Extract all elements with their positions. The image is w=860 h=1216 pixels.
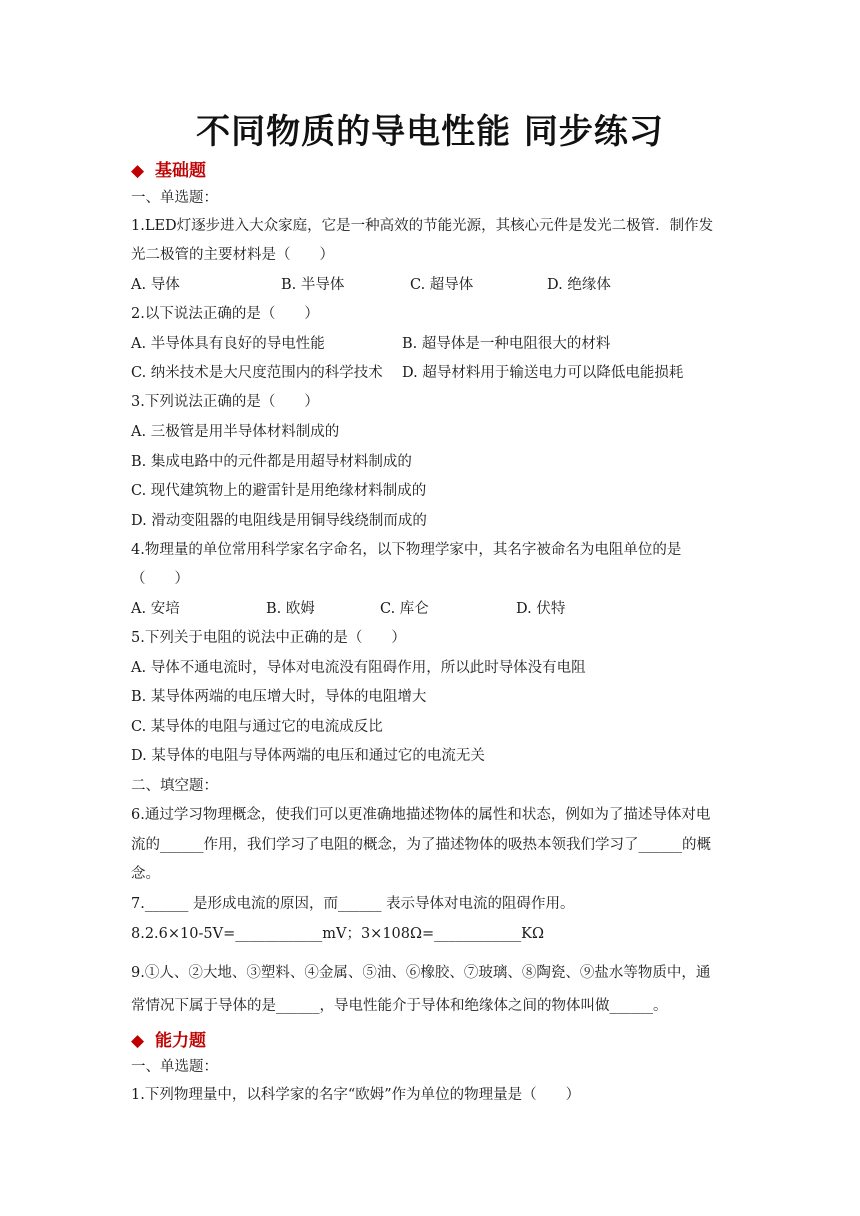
question-3-option-b: B. 集成电路中的元件都是用超导材料制成的 bbox=[131, 454, 412, 470]
single-choice-label: 一、单选题： bbox=[131, 190, 218, 206]
question-2-option-a: A. 半导体具有良好的导电性能 bbox=[131, 336, 325, 352]
ability-question-1-stem: 1.下列物理量中，以科学家的名字“欧姆”作为单位的物理量是（ ） bbox=[131, 1087, 581, 1103]
question-2-stem: 2.以下说法正确的是（ ） bbox=[131, 306, 319, 322]
question-4-option-d: D. 伏特 bbox=[516, 601, 566, 617]
diamond-icon: ◆ bbox=[131, 1031, 145, 1051]
page-title: 不同物质的导电性能 同步练习 bbox=[196, 112, 664, 152]
question-2-option-d: D. 超导材料用于输送电力可以降低电能损耗 bbox=[402, 365, 684, 381]
question-8: 8.2.6×10-5V=____________mV；3×108Ω=____________KΩ bbox=[131, 926, 545, 942]
question-1-option-c: C. 超导体 bbox=[410, 277, 474, 293]
question-5-option-d: D. 某导体的电阻与导体两端的电压和通过它的电流无关 bbox=[131, 748, 485, 764]
section-heading-ability bbox=[131, 1026, 206, 1051]
question-4-option-a: A. 安培 bbox=[131, 601, 180, 617]
fill-in-label: 二、填空题： bbox=[131, 778, 218, 794]
question-5-option-a: A. 导体不通电流时，导体对电流没有阻碍作用，所以此时导体没有电阻 bbox=[131, 660, 586, 676]
section-heading-label: 基础题 bbox=[155, 161, 206, 181]
question-5-stem: 5.下列关于电阻的说法中正确的是（ ） bbox=[131, 630, 406, 646]
section-heading-basic bbox=[131, 156, 206, 181]
question-1-stem: 1.LED灯逐步进入大众家庭，它是一种高效的节能光源，其核心元件是发光二极管．制作发 bbox=[131, 218, 714, 234]
question-3-stem: 3.下列说法正确的是（ ） bbox=[131, 394, 319, 410]
diamond-icon: ◆ bbox=[131, 161, 145, 181]
question-5-option-c: C. 某导体的电阻与通过它的电流成反比 bbox=[131, 719, 383, 735]
question-1-option-a: A. 导体 bbox=[131, 277, 180, 293]
question-4-stem: 4.物理量的单位常用科学家名字命名，以下物理学家中，其名字被命名为电阻单位的是 bbox=[131, 542, 682, 558]
question-6-line-2: 流的______作用，我们学习了电阻的概念，为了描述物体的吸热本领我们学习了______的概 bbox=[131, 837, 711, 853]
question-4-option-b: B. 欧姆 bbox=[266, 601, 315, 617]
question-3-option-d: D. 滑动变阻器的电阻线是用铜导线绕制而成的 bbox=[131, 513, 427, 529]
question-4-option-c: C. 库仑 bbox=[380, 601, 429, 617]
section-heading-label: 能力题 bbox=[155, 1031, 206, 1051]
question-2-option-b: B. 超导体是一种电阻很大的材料 bbox=[402, 336, 611, 352]
question-6-line-1: 6.通过学习物理概念，使我们可以更准确地描述物体的属性和状态，例如为了描述导体对电 bbox=[131, 807, 711, 823]
question-9-line-2: 常情况下属于导体的是______，导电性能介于导体和绝缘体之间的物体叫做______。 bbox=[131, 998, 668, 1014]
question-1-stem-cont: 光二极管的主要材料是（ ） bbox=[131, 247, 334, 263]
question-6-line-3: 念。 bbox=[131, 866, 160, 882]
question-1-option-d: D. 绝缘体 bbox=[547, 277, 611, 293]
question-2-option-c: C. 纳米技术是大尺度范围内的科学技术 bbox=[131, 365, 383, 381]
question-9-line-1: 9.①人、②大地、③塑料、④金属、⑤油、⑥橡胶、⑦玻璃、⑧陶瓷、⑨盐水等物质中，通 bbox=[131, 965, 711, 981]
ability-single-choice-label: 一、单选题： bbox=[131, 1059, 218, 1075]
question-5-option-b: B. 某导体两端的电压增大时，导体的电阻增大 bbox=[131, 689, 427, 705]
question-7: 7.______ 是形成电流的原因，而______ 表示导体对电流的阻碍作用。 bbox=[131, 896, 575, 912]
question-3-option-c: C. 现代建筑物上的避雷针是用绝缘材料制成的 bbox=[131, 483, 427, 499]
question-4-stem-cont: （ ） bbox=[131, 571, 189, 587]
question-1-option-b: B. 半导体 bbox=[281, 277, 345, 293]
question-3-option-a: A. 三极管是用半导体材料制成的 bbox=[131, 424, 340, 440]
